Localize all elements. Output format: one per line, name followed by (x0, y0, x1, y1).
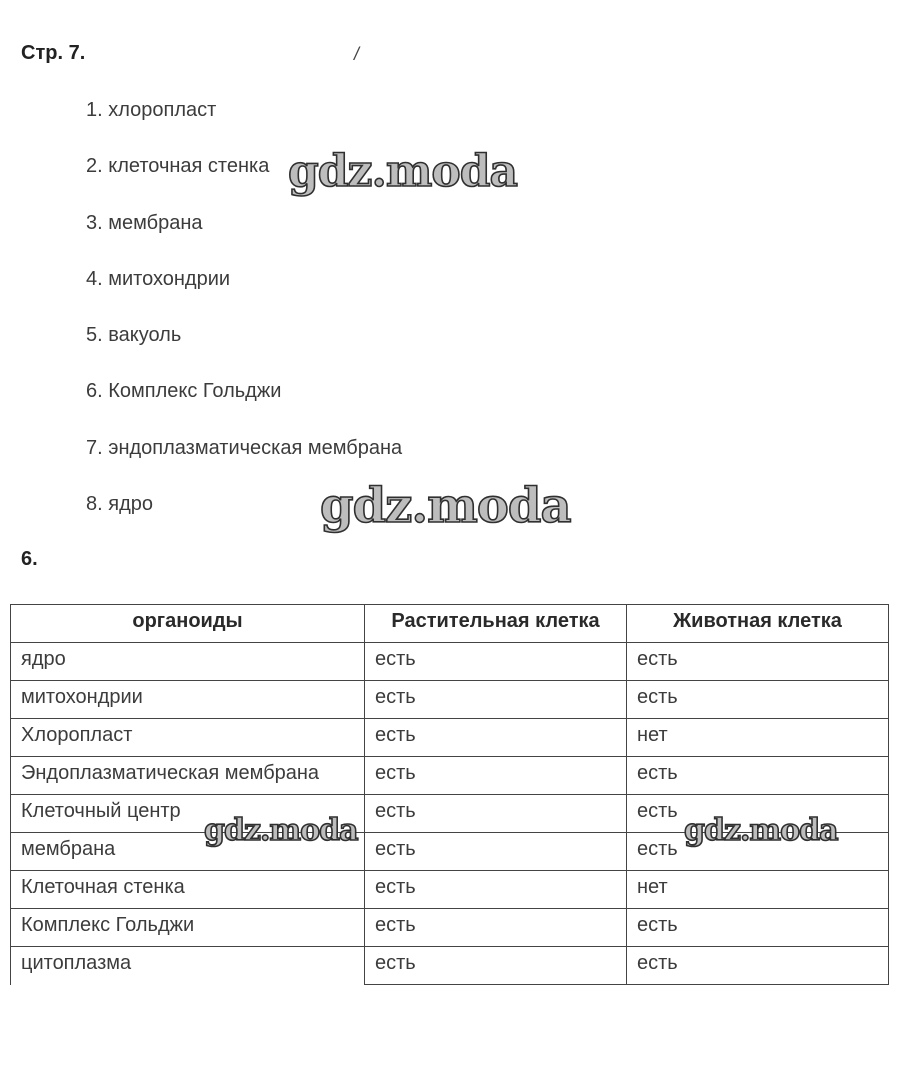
page-heading: Стр. 7. (21, 42, 86, 64)
plant-cell-value: есть (365, 719, 627, 757)
organoid-name: мембрана (11, 833, 365, 871)
organoid-name: ядро (11, 643, 365, 681)
answer-item: 2. клеточная стенка (86, 155, 270, 178)
table-row (11, 719, 889, 757)
animal-cell-value: есть (627, 643, 889, 681)
plant-cell-value: есть (365, 833, 627, 871)
answer-item: 4. митохондрии (86, 267, 231, 290)
animal-cell-value: есть (627, 757, 889, 795)
table-row (11, 795, 889, 833)
plant-cell-value: есть (365, 681, 627, 719)
table-bottom-gap (10, 992, 212, 993)
organoid-name: Комплекс Гольджи (11, 909, 365, 947)
column-header-animal-cell: Животная клетка (627, 605, 889, 643)
animal-cell-value: есть (627, 795, 889, 833)
watermark-logo: gdz.moda (204, 813, 358, 848)
table-row (11, 909, 889, 947)
table-row (11, 871, 889, 909)
animal-cell-value: есть (627, 681, 889, 719)
plant-cell-value: есть (365, 643, 627, 681)
animal-cell-value: есть (627, 947, 889, 985)
answer-item: 6. Комплекс Гольджи (86, 380, 282, 403)
animal-cell-value: нет (627, 871, 889, 909)
watermark-logo: gdz.moda (684, 813, 838, 848)
organoid-name: Клеточный центр (11, 795, 365, 833)
plant-cell-value: есть (365, 871, 627, 909)
answer-item: 7. эндоплазматическая мембрана (86, 436, 403, 459)
column-header-organoids: органоиды (11, 605, 365, 643)
table-header-row (11, 605, 889, 643)
organoid-name: цитоплазма (11, 947, 365, 985)
table-row (11, 947, 889, 985)
plant-cell-value: есть (365, 947, 627, 985)
animal-cell-value: есть (627, 833, 889, 871)
plant-cell-value: есть (365, 757, 627, 795)
section-number: 6. (21, 548, 38, 570)
plant-cell-value: есть (365, 909, 627, 947)
answer-item: 1. хлоропласт (86, 99, 217, 121)
organoid-name: Клеточная стенка (11, 871, 365, 909)
organoid-name: митохондрии (11, 681, 365, 719)
answer-item: 5. вакуоль (86, 324, 182, 347)
watermark-logo: gdz.moda (288, 146, 518, 197)
table-row (11, 833, 889, 871)
answer-item: 8. ядро (86, 493, 153, 516)
animal-cell-value: нет (627, 719, 889, 757)
plant-cell-value: есть (365, 795, 627, 833)
organoids-table (10, 604, 889, 985)
answer-item: 3. мембрана (86, 211, 203, 234)
table-row (11, 681, 889, 719)
answer-list (86, 96, 402, 546)
column-header-plant-cell: Растительная клетка (365, 605, 627, 643)
table-row (11, 757, 889, 795)
stray-pen-mark: / (354, 44, 360, 64)
table-row (11, 643, 889, 681)
organoid-name: Хлоропласт (11, 719, 365, 757)
organoid-name: Эндоплазматическая мембрана (11, 757, 365, 795)
watermark-logo: gdz.moda (320, 478, 571, 534)
animal-cell-value: есть (627, 909, 889, 947)
